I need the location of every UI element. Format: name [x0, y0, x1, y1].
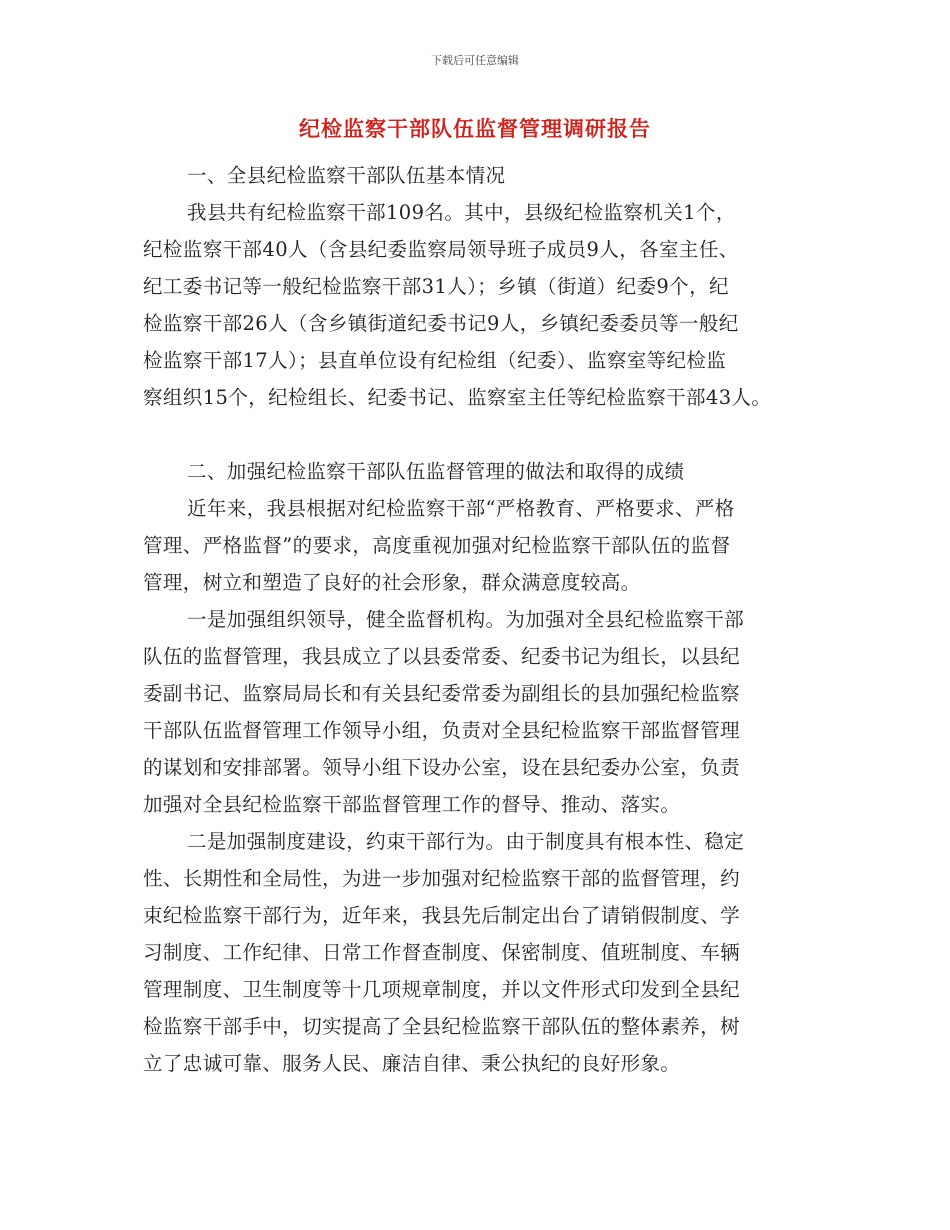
paragraph-line: 检监察干部26人（含乡镇街道纪委书记9人，乡镇纪委委员等一般纪: [143, 312, 739, 335]
paragraph-line: 检监察干部17人）；县直单位设有纪检组（纪委）、监察室等纪检监: [143, 349, 727, 372]
paragraph-line: 性、长期性和全局性，为进一步加强对纪检监察干部的监督管理，约: [143, 867, 741, 890]
paragraph-line: 习制度、工作纪律、日常工作督查制度、保密制度、值班制度、车辆: [143, 941, 741, 964]
paragraph-line: 干部队伍监督管理工作领导小组，负责对全县纪检监察干部监督管理: [143, 719, 741, 742]
paragraph-line: 管理，树立和塑造了良好的社会形象，群众满意度较高。: [143, 571, 641, 594]
paragraph-line: 的谋划和安排部署。领导小组下设办公室，设在县纪委办公室，负责: [143, 756, 741, 779]
paragraph-line: 纪检监察干部40人（含县纪委监察局领导班子成员9人，各室主任、: [143, 238, 739, 261]
section-heading-2: 二、加强纪检监察干部队伍监督管理的做法和取得的成绩: [187, 460, 685, 483]
document-title: 纪检监察干部队伍监督管理调研报告: [299, 117, 651, 141]
paragraph-line: 近年来，我县根据对纪检监察干部“严格教育、严格要求、严格: [187, 497, 735, 520]
paragraph-line: 检监察干部手中，切实提高了全县纪检监察干部队伍的整体素养，树: [143, 1015, 741, 1038]
paragraph-line: 我县共有纪检监察干部109名。其中，县级纪检监察机关1个，: [187, 201, 736, 224]
paragraph-line: 束纪检监察干部行为，近年来，我县先后制定出台了请销假制度、学: [143, 904, 741, 927]
paragraph-line: 一是加强组织领导，健全监督机构。为加强对全县纪检监察干部: [187, 608, 745, 631]
header-note: 下载后可任意编辑: [431, 54, 519, 67]
paragraph-line: 管理制度、卫生制度等十几项规章制度，并以文件形式印发到全县纪: [143, 978, 741, 1001]
section-heading-1: 一、全县纪检监察干部队伍基本情况: [187, 164, 506, 187]
paragraph-line: 纪工委书记等一般纪检监察干部31人）；乡镇（街道）纪委9个，纪: [143, 275, 729, 298]
paragraph-line: 加强对全县纪检监察干部监督管理工作的督导、推动、落实。: [143, 793, 681, 816]
paragraph-line: 队伍的监督管理，我县成立了以县委常委、纪委书记为组长，以县纪: [143, 645, 741, 668]
paragraph-line: 察组织15个，纪检组长、纪委书记、监察室主任等纪检监察干部43人。: [143, 386, 772, 409]
paragraph-line: 二是加强制度建设，约束干部行为。由于制度具有根本性、稳定: [187, 830, 745, 853]
paragraph-line: 立了忠诚可靠、服务人民、廉洁自律、秉公执纪的良好形象。: [143, 1052, 681, 1075]
document-body: [143, 157, 813, 1082]
paragraph-gap: [143, 416, 813, 453]
paragraph-line: 委副书记、监察局局长和有关县纪委常委为副组长的县加强纪检监察: [143, 682, 741, 705]
paragraph-line: 管理、严格监督”的要求，高度重视加强对纪检监察干部队伍的监督: [143, 534, 731, 557]
